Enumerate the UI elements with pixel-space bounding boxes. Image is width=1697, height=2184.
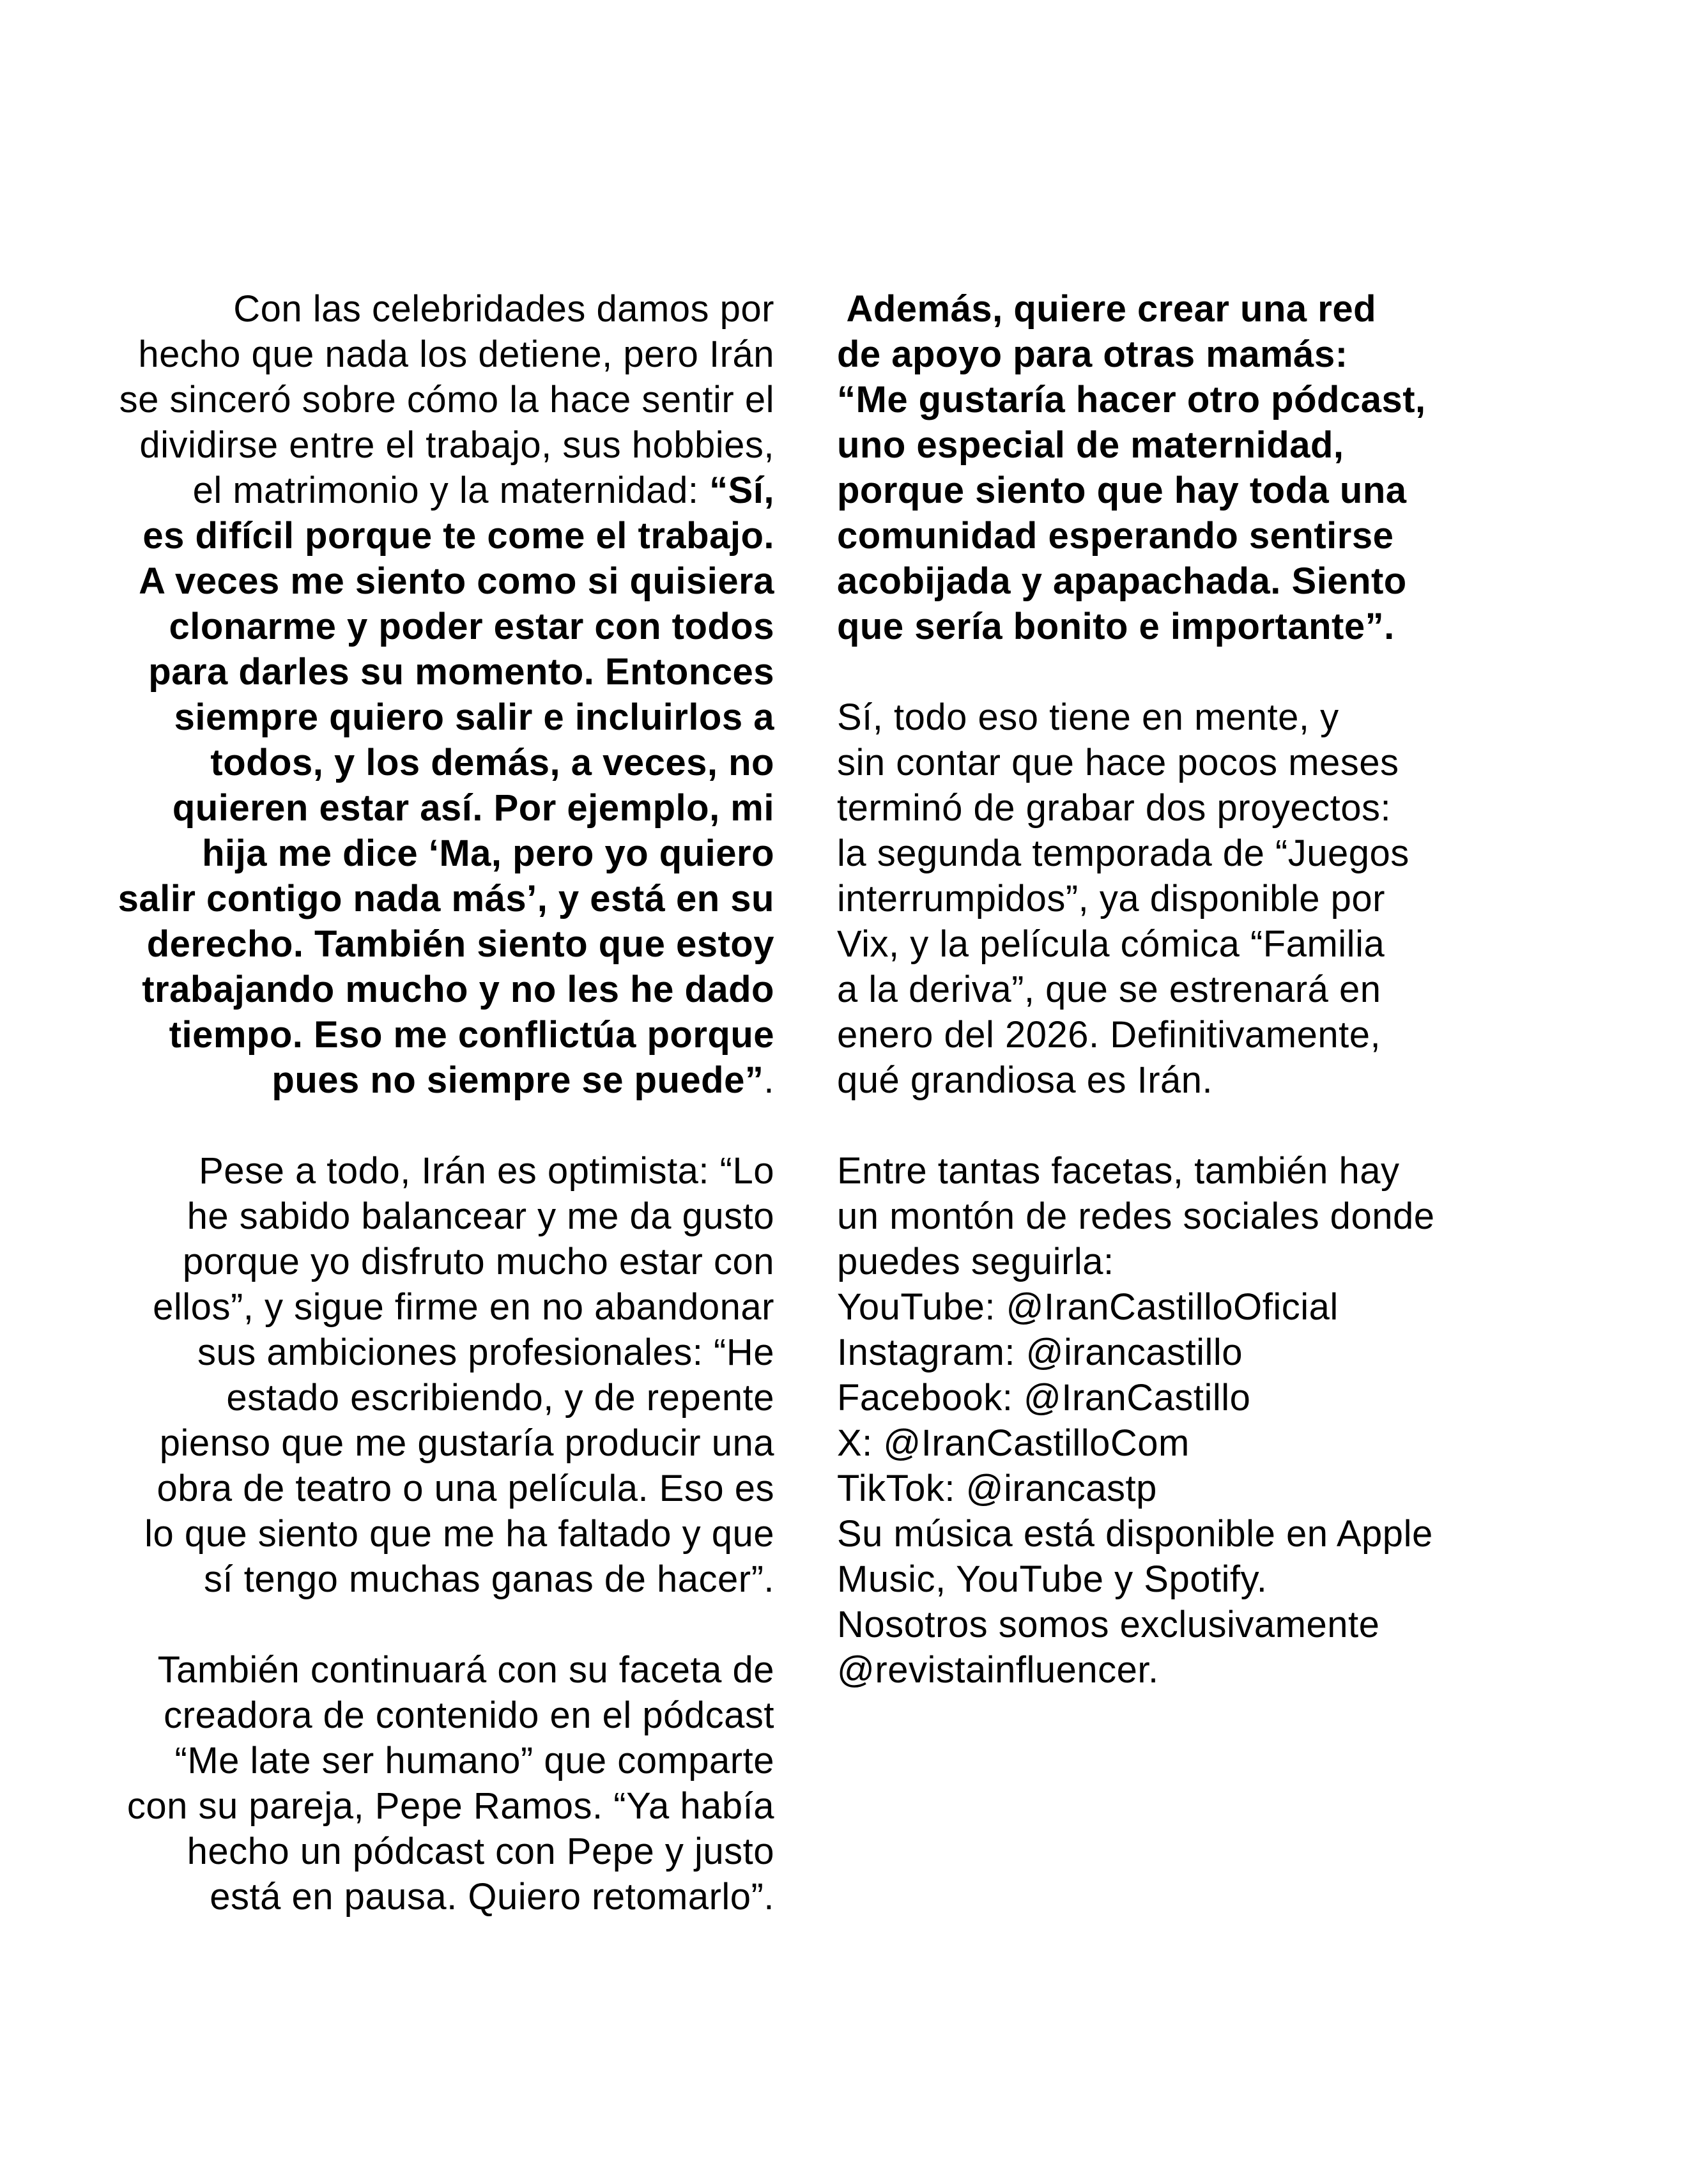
text-line [89, 1057, 774, 1103]
body-text: he sabido balancear y me da gusto [187, 1196, 774, 1237]
bold-text: que sería bonito e importante”. [837, 606, 1395, 647]
text-line [837, 286, 1533, 332]
bold-text: uno especial de maternidad, [837, 424, 1344, 466]
bold-text: comunidad esperando sentirse [837, 515, 1394, 557]
paragraph [837, 695, 1533, 1103]
bold-text: siempre quiero salir e incluirlos a [174, 696, 774, 738]
body-text: sí tengo muchas ganas de hacer”. [204, 1558, 774, 1600]
text-line [837, 921, 1533, 967]
body-text: YouTube: @IranCastilloOficial [837, 1286, 1339, 1328]
text-line [837, 513, 1533, 558]
bold-text: derecho. También siento que estoy [146, 923, 774, 965]
text-line [89, 649, 774, 695]
text-line [89, 1012, 774, 1057]
text-line [89, 1511, 774, 1557]
body-text: sin contar que hace pocos meses [837, 742, 1399, 783]
text-line [837, 740, 1533, 785]
text-line [837, 831, 1533, 876]
body-text: Nosotros somos exclusivamente [837, 1604, 1380, 1645]
paragraph [89, 1148, 774, 1602]
text-line [837, 1194, 1533, 1239]
body-text: dividirse entre el trabajo, sus hobbies, [139, 424, 774, 466]
body-text: sus ambiciones profesionales: “He [197, 1332, 774, 1373]
text-line [837, 1330, 1533, 1375]
body-text: interrumpidos”, ya disponible por [837, 878, 1385, 919]
paragraph [837, 1148, 1533, 1693]
text-line [89, 604, 774, 649]
body-text: pienso que me gustaría producir una [159, 1422, 774, 1464]
text-line [89, 921, 774, 967]
text-line [837, 1148, 1533, 1194]
body-text: hecho un pódcast con Pepe y justo [187, 1831, 774, 1872]
text-line [89, 740, 774, 785]
text-line [837, 1420, 1533, 1466]
text-line [89, 967, 774, 1012]
text-line [837, 1557, 1533, 1602]
text-line [837, 377, 1533, 422]
paragraph [837, 286, 1533, 649]
body-text: Music, YouTube y Spotify. [837, 1558, 1268, 1600]
text-line [837, 1057, 1533, 1103]
text-line [837, 876, 1533, 921]
body-text: lo que siento que me ha faltado y que [144, 1513, 774, 1555]
body-text: porque yo disfruto mucho estar con [182, 1241, 774, 1282]
right-column [837, 286, 1533, 1738]
text-line [837, 1012, 1533, 1057]
text-line [837, 1647, 1533, 1693]
body-text: se sinceró sobre cómo la hace sentir el [119, 379, 774, 420]
body-text: Vix, y la película cómica “Familia [837, 923, 1385, 965]
bold-text: pues no siempre se puede” [272, 1059, 764, 1101]
bold-text: todos, y los demás, a veces, no [210, 742, 774, 783]
body-text: Pese a todo, Irán es optimista: “Lo [199, 1150, 774, 1192]
text-line [837, 785, 1533, 831]
body-text: También continuará con su faceta de [157, 1649, 774, 1691]
body-text: enero del 2026. Definitivamente, [837, 1014, 1381, 1056]
text-line [89, 876, 774, 921]
body-text: qué grandiosa es Irán. [837, 1059, 1213, 1101]
text-line [837, 1375, 1533, 1420]
body-text: terminó de grabar dos proyectos: [837, 787, 1392, 829]
text-line [89, 1194, 774, 1239]
text-line [837, 695, 1533, 740]
text-line [837, 1511, 1533, 1557]
body-text: con su pareja, Pepe Ramos. “Ya había [127, 1785, 774, 1827]
text-line [89, 1239, 774, 1284]
bold-text: “Sí, [709, 470, 774, 511]
text-line [89, 1420, 774, 1466]
body-text: TikTok: @irancastp [837, 1468, 1157, 1509]
text-line [837, 468, 1533, 513]
body-text: la segunda temporada de “Juegos [837, 833, 1409, 874]
bold-text: trabajando mucho y no les he dado [142, 969, 774, 1010]
text-line [837, 1284, 1533, 1330]
text-line [89, 377, 774, 422]
body-text: ellos”, y sigue firme en no abandonar [153, 1286, 774, 1328]
text-line [89, 1557, 774, 1602]
bold-text: salir contigo nada más’, y está en su [118, 878, 774, 919]
text-line [89, 332, 774, 377]
text-line [837, 558, 1533, 604]
text-line [837, 1602, 1533, 1647]
text-line [837, 332, 1533, 377]
text-line [89, 1148, 774, 1194]
bold-text: Además, quiere crear una red [837, 288, 1377, 330]
text-line [89, 1647, 774, 1693]
body-text: está en pausa. Quiero retomarlo”. [210, 1876, 774, 1918]
paragraph [89, 1647, 774, 1919]
text-line [89, 695, 774, 740]
text-line [89, 1783, 774, 1829]
bold-text: es difícil porque te come el trabajo. [142, 515, 774, 557]
left-column [89, 286, 774, 1965]
bold-text: porque siento que hay toda una [837, 470, 1407, 511]
text-line [89, 286, 774, 332]
text-line [89, 558, 774, 604]
body-text: “Me late ser humano” que comparte [174, 1740, 774, 1781]
body-text: Sí, todo eso tiene en mente, y [837, 696, 1339, 738]
bold-text: clonarme y poder estar con todos [169, 606, 774, 647]
text-line [89, 785, 774, 831]
text-line [837, 1466, 1533, 1511]
text-line [837, 422, 1533, 468]
body-text: . [764, 1059, 774, 1101]
bold-text: A veces me siento como si quisiera [139, 560, 774, 602]
text-line [89, 1284, 774, 1330]
body-text: X: @IranCastilloCom [837, 1422, 1190, 1464]
text-line [89, 1738, 774, 1783]
bold-text: “Me gustaría hacer otro pódcast, [837, 379, 1426, 420]
text-line [837, 1239, 1533, 1284]
text-line [89, 513, 774, 558]
body-text: un montón de redes sociales donde [837, 1196, 1435, 1237]
text-line [89, 1330, 774, 1375]
bold-text: acobijada y apapachada. Siento [837, 560, 1407, 602]
body-text: Instagram: @irancastillo [837, 1332, 1243, 1373]
bold-text: de apoyo para otras mamás: [837, 334, 1348, 375]
text-line [89, 1874, 774, 1919]
bold-text: tiempo. Eso me conflictúa porque [169, 1014, 774, 1056]
text-line [89, 422, 774, 468]
text-line [837, 967, 1533, 1012]
text-line [89, 1375, 774, 1420]
bold-text: quieren estar así. Por ejemplo, mi [172, 787, 774, 829]
body-text: Su música está disponible en Apple [837, 1513, 1433, 1555]
body-text: @revistainfluencer. [837, 1649, 1159, 1691]
paragraph [89, 286, 774, 1103]
body-text: puedes seguirla: [837, 1241, 1114, 1282]
body-text: hecho que nada los detiene, pero Irán [138, 334, 774, 375]
body-text: Con las celebridades damos por [233, 288, 774, 330]
text-line [89, 1466, 774, 1511]
bold-text: para darles su momento. Entonces [148, 651, 774, 693]
body-text: el matrimonio y la maternidad: [192, 470, 710, 511]
text-line [89, 1829, 774, 1874]
bold-text: hija me dice ‘Ma, pero yo quiero [202, 833, 774, 874]
body-text: Facebook: @IranCastillo [837, 1377, 1251, 1419]
body-text: creadora de contenido en el pódcast [164, 1695, 774, 1736]
body-text: a la deriva”, que se estrenará en [837, 969, 1381, 1010]
body-text: estado escribiendo, y de repente [226, 1377, 774, 1419]
body-text: Entre tantas facetas, también hay [837, 1150, 1400, 1192]
text-line [89, 831, 774, 876]
text-line [837, 604, 1533, 649]
body-text: obra de teatro o una película. Eso es [157, 1468, 774, 1509]
text-line [89, 468, 774, 513]
text-line [89, 1693, 774, 1738]
